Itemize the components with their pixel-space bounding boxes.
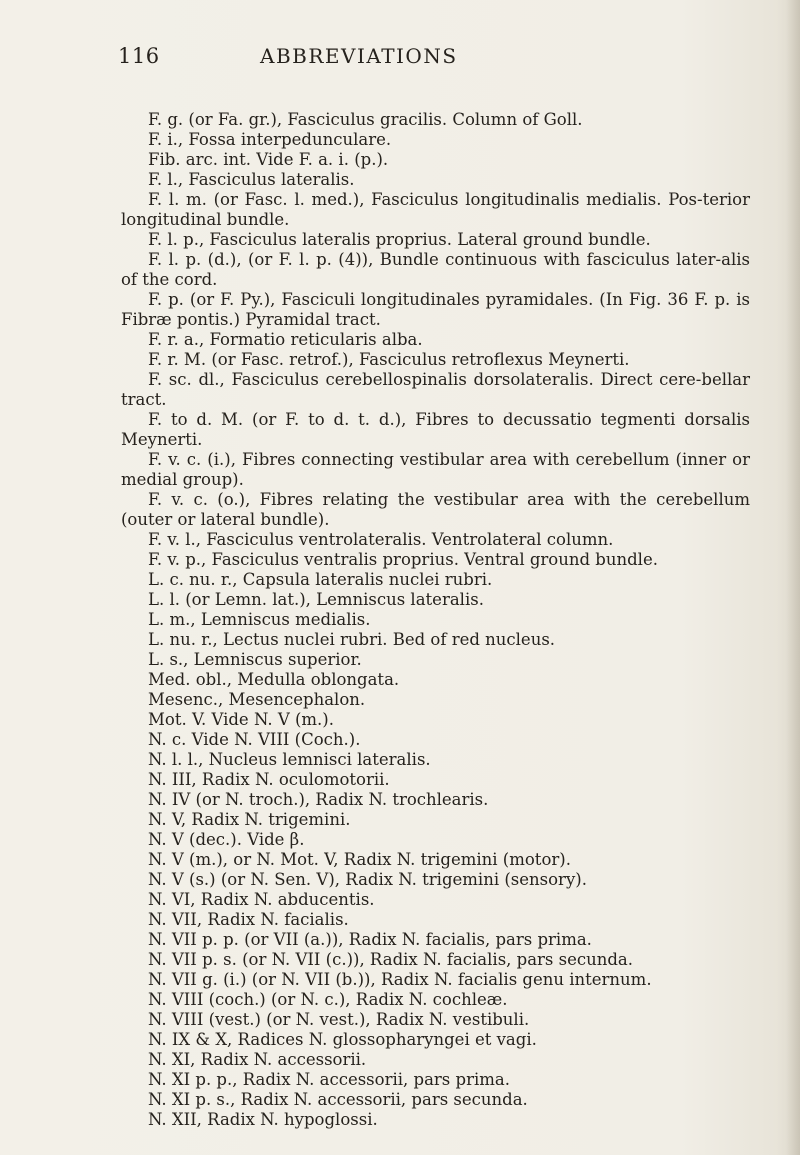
abbreviation-entry-text: F. v. c. (i.), Fibres connecting vestibular area with cerebellum (inner or medial group). <box>121 450 750 489</box>
abbreviation-entry: Med. obl., Medulla oblongata. <box>148 670 400 689</box>
abbreviation-entry: F. l., Fasciculus lateralis. <box>148 170 355 189</box>
abbreviation-entry: N. V, Radix N. trigemini. <box>148 810 351 829</box>
abbreviation-entry: F. r. a., Formatio reticularis alba. <box>148 330 423 349</box>
abbreviation-entry: N. XI p. s., Radix N. accessorii, pars secunda. <box>148 1090 528 1109</box>
abbreviation-entry: L. s., Lemniscus superior. <box>148 650 362 669</box>
abbreviation-entry: L. l. (or Lemn. lat.), Lemniscus lateralis. <box>148 590 484 609</box>
abbreviation-entry: Mot. V. Vide N. V (m.). <box>148 710 334 729</box>
abbreviation-entry <box>121 190 750 230</box>
abbreviation-entry: L. c. nu. r., Capsula lateralis nuclei rubri. <box>148 570 493 589</box>
abbreviation-entry: N. VIII (coch.) (or N. c.), Radix N. cochleæ. <box>148 990 508 1009</box>
abbreviation-entry-text: F. l. m. (or Fasc. l. med.), Fasciculus longitudinalis medialis. Pos-terior longitudinal bundle. <box>121 190 750 229</box>
abbreviation-entry: F. r. M. (or Fasc. retrof.), Fasciculus retroflexus Meynerti. <box>148 350 630 369</box>
abbreviation-entry-text: F. l. p. (d.), (or F. l. p. (4)), Bundle continuous with fasciculus later-alis of the cord. <box>121 250 750 289</box>
abbreviation-entry: N. V (dec.). Vide β. <box>148 830 305 849</box>
abbreviation-entry: Fib. arc. int. Vide F. a. i. (p.). <box>148 150 389 169</box>
abbreviation-entry: Mesenc., Mesencephalon. <box>148 690 366 709</box>
abbreviation-entry: N. VIII (vest.) (or N. vest.), Radix N. vestibuli. <box>148 1010 530 1029</box>
abbreviation-entry <box>121 450 750 490</box>
abbreviation-entry <box>121 250 750 290</box>
running-head: ABBREVIATIONS <box>260 44 458 68</box>
abbreviation-entry: F. l. p., Fasciculus lateralis proprius. Lateral ground bundle. <box>148 230 651 249</box>
abbreviation-entry: L. nu. r., Lectus nuclei rubri. Bed of red nucleus. <box>148 630 556 649</box>
abbreviation-entry-text: F. p. (or F. Py.), Fasciculi longitudinales pyramidales. (In Fig. 36 F. p. is Fibræ pontis.) Pyramidal tract. <box>121 290 750 329</box>
abbreviation-entry: N. V (m.), or N. Mot. V, Radix N. trigemini (motor). <box>148 850 571 869</box>
abbreviation-entry: F. v. l., Fasciculus ventrolateralis. Ventrolateral column. <box>148 530 614 549</box>
abbreviation-entry-text: F. sc. dl., Fasciculus cerebellospinalis dorsolateralis. Direct cere-bellar tract. <box>121 370 750 409</box>
abbreviation-entry-text: F. to d. M. (or F. to d. t. d.), Fibres to decussatio tegmenti dorsalis Meynerti. <box>121 410 750 449</box>
abbreviation-entry-text: F. v. c. (o.), Fibres relating the vestibular area with the cerebellum (outer or lateral bundle). <box>121 490 750 529</box>
abbreviation-entry: N. III, Radix N. oculomotorii. <box>148 770 390 789</box>
abbreviation-entry: N. VI, Radix N. abducentis. <box>148 890 375 909</box>
abbreviation-entry: N. IX & X, Radices N. glossopharyngei et vagi. <box>148 1030 537 1049</box>
abbreviation-entry: N. V (s.) (or N. Sen. V), Radix N. trigemini (sensory). <box>148 870 587 889</box>
abbreviation-entry: F. v. p., Fasciculus ventralis proprius. Ventral ground bundle. <box>148 550 658 569</box>
abbreviation-entry: N. XI p. p., Radix N. accessorii, pars prima. <box>148 1070 510 1089</box>
abbreviation-entry: N. c. Vide N. VIII (Coch.). <box>148 730 361 749</box>
abbreviation-entry: F. g. (or Fa. gr.), Fasciculus gracilis. Column of Goll. <box>148 110 583 129</box>
abbreviation-entry <box>121 290 750 330</box>
abbreviation-entry: N. VII, Radix N. facialis. <box>148 910 349 929</box>
page-number: 116 <box>118 44 160 68</box>
page-header <box>118 44 718 74</box>
abbreviation-entry <box>121 370 750 410</box>
abbreviation-list <box>121 110 750 1130</box>
abbreviation-entry: N. l. l., Nucleus lemnisci lateralis. <box>148 750 431 769</box>
abbreviation-entry: N. VII g. (i.) (or N. VII (b.)), Radix N. facialis genu internum. <box>148 970 652 989</box>
abbreviation-entry: N. XI, Radix N. accessorii. <box>148 1050 367 1069</box>
abbreviation-entry: N. VII p. p. (or VII (a.)), Radix N. facialis, pars prima. <box>148 930 592 949</box>
abbreviation-entry <box>121 410 750 450</box>
abbreviation-entry: N. VII p. s. (or N. VII (c.)), Radix N. facialis, pars secunda. <box>148 950 634 969</box>
abbreviation-entry: N. IV (or N. troch.), Radix N. trochlearis. <box>148 790 489 809</box>
abbreviation-entry <box>121 490 750 530</box>
abbreviation-entry: F. i., Fossa interpedunculare. <box>148 130 392 149</box>
page-edge-shadow <box>786 0 800 1155</box>
abbreviation-entry: N. XII, Radix N. hypoglossi. <box>148 1110 378 1129</box>
abbreviation-entry: L. m., Lemniscus medialis. <box>148 610 371 629</box>
